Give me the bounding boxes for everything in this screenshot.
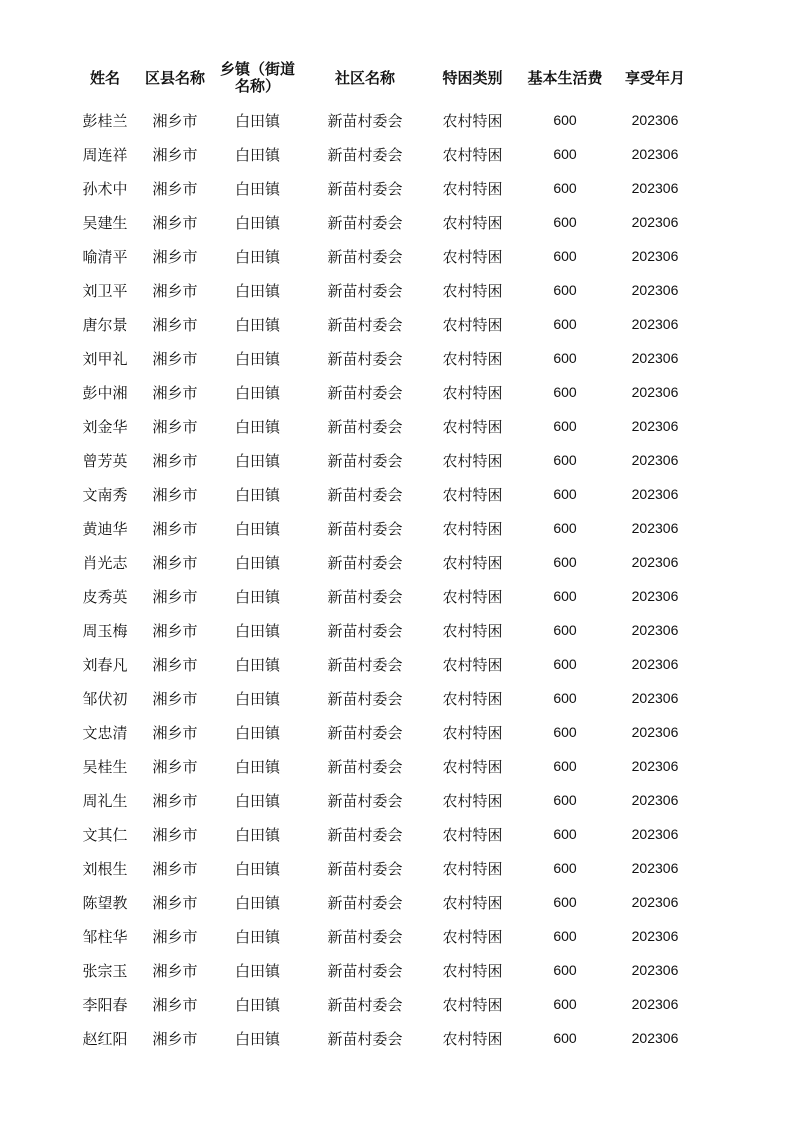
cell-category: 农村特困 [442,927,503,946]
cell-category: 农村特困 [442,791,503,810]
cell-name: 彭中湘 [82,383,128,402]
cell-county: 湘乡市 [152,451,198,470]
cell-name: 邹伏初 [82,689,128,708]
cell-community: 新苗村委会 [327,723,403,742]
cell-name: 唐尔景 [82,315,128,334]
cell-start-month: 202306 [631,554,679,570]
cell-township: 白田镇 [234,451,280,470]
table-row [70,817,730,851]
table-row [70,987,730,1021]
cell-living-allowance: 600 [553,486,577,502]
cell-name: 文忠清 [82,723,128,742]
cell-category: 农村特困 [442,859,503,878]
table-row [70,477,730,511]
cell-category: 农村特困 [442,519,503,538]
table-row [70,1021,730,1055]
cell-township: 白田镇 [234,893,280,912]
cell-start-month: 202306 [631,180,679,196]
cell-category: 农村特困 [442,825,503,844]
cell-county: 湘乡市 [152,961,198,980]
cell-name: 孙术中 [82,179,128,198]
header-name: 姓名 [89,68,120,87]
cell-community: 新苗村委会 [327,179,403,198]
table-row [70,919,730,953]
cell-category: 农村特困 [442,757,503,776]
cell-name: 张宗玉 [82,961,128,980]
cell-community: 新苗村委会 [327,553,403,572]
cell-township: 白田镇 [234,553,280,572]
table-body [70,103,730,1055]
header-county: 区县名称 [144,68,205,87]
table-row [70,409,730,443]
table-row [70,307,730,341]
table-row [70,885,730,919]
cell-category: 农村特困 [442,417,503,436]
cell-community: 新苗村委会 [327,451,403,470]
cell-name: 吴建生 [82,213,128,232]
cell-community: 新苗村委会 [327,825,403,844]
cell-start-month: 202306 [631,112,679,128]
cell-name: 曾芳英 [82,451,128,470]
cell-county: 湘乡市 [152,281,198,300]
cell-township: 白田镇 [234,485,280,504]
cell-community: 新苗村委会 [327,927,403,946]
cell-county: 湘乡市 [152,621,198,640]
cell-name: 刘根生 [82,859,128,878]
cell-township: 白田镇 [234,179,280,198]
cell-category: 农村特困 [442,655,503,674]
cell-category: 农村特困 [442,689,503,708]
cell-community: 新苗村委会 [327,587,403,606]
cell-start-month: 202306 [631,996,679,1012]
cell-start-month: 202306 [631,486,679,502]
table-row [70,511,730,545]
cell-township: 白田镇 [234,145,280,164]
cell-start-month: 202306 [631,758,679,774]
cell-community: 新苗村委会 [327,791,403,810]
cell-township: 白田镇 [234,247,280,266]
cell-living-allowance: 600 [553,180,577,196]
cell-start-month: 202306 [631,452,679,468]
cell-county: 湘乡市 [152,791,198,810]
table-row [70,205,730,239]
cell-county: 湘乡市 [152,723,198,742]
cell-township: 白田镇 [234,621,280,640]
cell-name: 文其仁 [82,825,128,844]
table-header [70,58,730,98]
cell-county: 湘乡市 [152,111,198,130]
cell-category: 农村特困 [442,179,503,198]
cell-name: 李阳春 [82,995,128,1014]
cell-living-allowance: 600 [553,826,577,842]
cell-township: 白田镇 [234,927,280,946]
cell-living-allowance: 600 [553,758,577,774]
table-row [70,103,730,137]
cell-category: 农村特困 [442,1029,503,1048]
cell-category: 农村特困 [442,111,503,130]
cell-township: 白田镇 [234,281,280,300]
cell-community: 新苗村委会 [327,485,403,504]
cell-name: 邹柱华 [82,927,128,946]
cell-community: 新苗村委会 [327,315,403,334]
cell-category: 农村特困 [442,995,503,1014]
cell-township: 白田镇 [234,213,280,232]
cell-start-month: 202306 [631,1030,679,1046]
cell-category: 农村特困 [442,451,503,470]
cell-township: 白田镇 [234,655,280,674]
cell-county: 湘乡市 [152,485,198,504]
cell-start-month: 202306 [631,962,679,978]
cell-name: 刘甲礼 [82,349,128,368]
cell-category: 农村特困 [442,723,503,742]
cell-community: 新苗村委会 [327,655,403,674]
cell-name: 文南秀 [82,485,128,504]
table-row [70,273,730,307]
cell-township: 白田镇 [234,519,280,538]
cell-living-allowance: 600 [553,588,577,604]
cell-county: 湘乡市 [152,315,198,334]
cell-start-month: 202306 [631,724,679,740]
cell-living-allowance: 600 [553,792,577,808]
cell-township: 白田镇 [234,995,280,1014]
cell-name: 赵红阳 [82,1029,128,1048]
cell-name: 刘卫平 [82,281,128,300]
cell-living-allowance: 600 [553,520,577,536]
cell-county: 湘乡市 [152,927,198,946]
cell-township: 白田镇 [234,587,280,606]
table-row [70,613,730,647]
cell-community: 新苗村委会 [327,417,403,436]
cell-start-month: 202306 [631,316,679,332]
table-row [70,443,730,477]
cell-start-month: 202306 [631,690,679,706]
cell-category: 农村特困 [442,485,503,504]
cell-start-month: 202306 [631,418,679,434]
cell-living-allowance: 600 [553,860,577,876]
table-row [70,239,730,273]
cell-township: 白田镇 [234,349,280,368]
cell-living-allowance: 600 [553,1030,577,1046]
cell-category: 农村特困 [442,893,503,912]
cell-living-allowance: 600 [553,554,577,570]
cell-start-month: 202306 [631,146,679,162]
cell-name: 刘金华 [82,417,128,436]
cell-living-allowance: 600 [553,282,577,298]
cell-name: 刘春凡 [82,655,128,674]
cell-living-allowance: 600 [553,690,577,706]
cell-county: 湘乡市 [152,553,198,572]
cell-county: 湘乡市 [152,213,198,232]
cell-category: 农村特困 [442,349,503,368]
cell-county: 湘乡市 [152,1029,198,1048]
header-community: 社区名称 [334,68,395,87]
cell-living-allowance: 600 [553,214,577,230]
table-row [70,681,730,715]
cell-county: 湘乡市 [152,179,198,198]
cell-community: 新苗村委会 [327,111,403,130]
cell-name: 吴桂生 [82,757,128,776]
cell-start-month: 202306 [631,894,679,910]
table-row [70,137,730,171]
cell-county: 湘乡市 [152,825,198,844]
cell-living-allowance: 600 [553,656,577,672]
cell-community: 新苗村委会 [327,213,403,232]
cell-living-allowance: 600 [553,418,577,434]
cell-living-allowance: 600 [553,112,577,128]
header-township: 乡镇（街道 名称） [219,60,295,95]
cell-community: 新苗村委会 [327,349,403,368]
cell-start-month: 202306 [631,860,679,876]
cell-living-allowance: 600 [553,146,577,162]
cell-community: 新苗村委会 [327,281,403,300]
cell-category: 农村特困 [442,961,503,980]
cell-county: 湘乡市 [152,519,198,538]
table-row [70,783,730,817]
cell-start-month: 202306 [631,622,679,638]
table-row [70,953,730,987]
cell-county: 湘乡市 [152,383,198,402]
cell-start-month: 202306 [631,792,679,808]
cell-living-allowance: 600 [553,962,577,978]
cell-county: 湘乡市 [152,893,198,912]
cell-township: 白田镇 [234,791,280,810]
cell-name: 喻清平 [82,247,128,266]
header-category: 特困类别 [442,68,503,87]
table-row [70,647,730,681]
cell-start-month: 202306 [631,826,679,842]
header-living-allowance: 基本生活费 [527,68,603,87]
cell-community: 新苗村委会 [327,145,403,164]
cell-community: 新苗村委会 [327,519,403,538]
cell-township: 白田镇 [234,757,280,776]
cell-start-month: 202306 [631,520,679,536]
cell-county: 湘乡市 [152,995,198,1014]
cell-category: 农村特困 [442,383,503,402]
cell-name: 彭桂兰 [82,111,128,130]
cell-start-month: 202306 [631,384,679,400]
cell-start-month: 202306 [631,588,679,604]
cell-living-allowance: 600 [553,248,577,264]
cell-township: 白田镇 [234,417,280,436]
cell-community: 新苗村委会 [327,859,403,878]
cell-county: 湘乡市 [152,349,198,368]
cell-county: 湘乡市 [152,689,198,708]
cell-living-allowance: 600 [553,316,577,332]
cell-start-month: 202306 [631,928,679,944]
cell-living-allowance: 600 [553,724,577,740]
cell-living-allowance: 600 [553,384,577,400]
cell-county: 湘乡市 [152,145,198,164]
cell-township: 白田镇 [234,825,280,844]
cell-township: 白田镇 [234,1029,280,1048]
cell-community: 新苗村委会 [327,247,403,266]
cell-township: 白田镇 [234,961,280,980]
header-start-month: 享受年月 [624,68,685,87]
cell-start-month: 202306 [631,214,679,230]
cell-living-allowance: 600 [553,452,577,468]
cell-community: 新苗村委会 [327,689,403,708]
cell-county: 湘乡市 [152,859,198,878]
cell-category: 农村特困 [442,281,503,300]
table-row [70,579,730,613]
cell-community: 新苗村委会 [327,1029,403,1048]
cell-community: 新苗村委会 [327,383,403,402]
cell-name: 陈望教 [82,893,128,912]
cell-start-month: 202306 [631,656,679,672]
cell-category: 农村特困 [442,145,503,164]
cell-living-allowance: 600 [553,996,577,1012]
cell-name: 周连祥 [82,145,128,164]
cell-county: 湘乡市 [152,417,198,436]
cell-township: 白田镇 [234,383,280,402]
cell-name: 黄迪华 [82,519,128,538]
cell-county: 湘乡市 [152,587,198,606]
cell-name: 肖光志 [82,553,128,572]
cell-community: 新苗村委会 [327,621,403,640]
cell-township: 白田镇 [234,689,280,708]
cell-living-allowance: 600 [553,350,577,366]
table-row [70,171,730,205]
cell-county: 湘乡市 [152,247,198,266]
cell-county: 湘乡市 [152,655,198,674]
cell-community: 新苗村委会 [327,757,403,776]
table-row [70,341,730,375]
cell-county: 湘乡市 [152,757,198,776]
table-row [70,749,730,783]
cell-start-month: 202306 [631,282,679,298]
cell-township: 白田镇 [234,111,280,130]
table-row [70,545,730,579]
cell-living-allowance: 600 [553,894,577,910]
table-row [70,715,730,749]
cell-living-allowance: 600 [553,928,577,944]
cell-category: 农村特困 [442,621,503,640]
cell-township: 白田镇 [234,859,280,878]
cell-township: 白田镇 [234,315,280,334]
cell-start-month: 202306 [631,350,679,366]
cell-living-allowance: 600 [553,622,577,638]
cell-category: 农村特困 [442,587,503,606]
cell-township: 白田镇 [234,723,280,742]
cell-category: 农村特困 [442,315,503,334]
table-row [70,851,730,885]
cell-category: 农村特困 [442,553,503,572]
cell-category: 农村特困 [442,247,503,266]
cell-start-month: 202306 [631,248,679,264]
cell-community: 新苗村委会 [327,961,403,980]
cell-community: 新苗村委会 [327,995,403,1014]
cell-category: 农村特困 [442,213,503,232]
cell-name: 周玉梅 [82,621,128,640]
cell-name: 皮秀英 [82,587,128,606]
table-row [70,375,730,409]
cell-community: 新苗村委会 [327,893,403,912]
cell-name: 周礼生 [82,791,128,810]
